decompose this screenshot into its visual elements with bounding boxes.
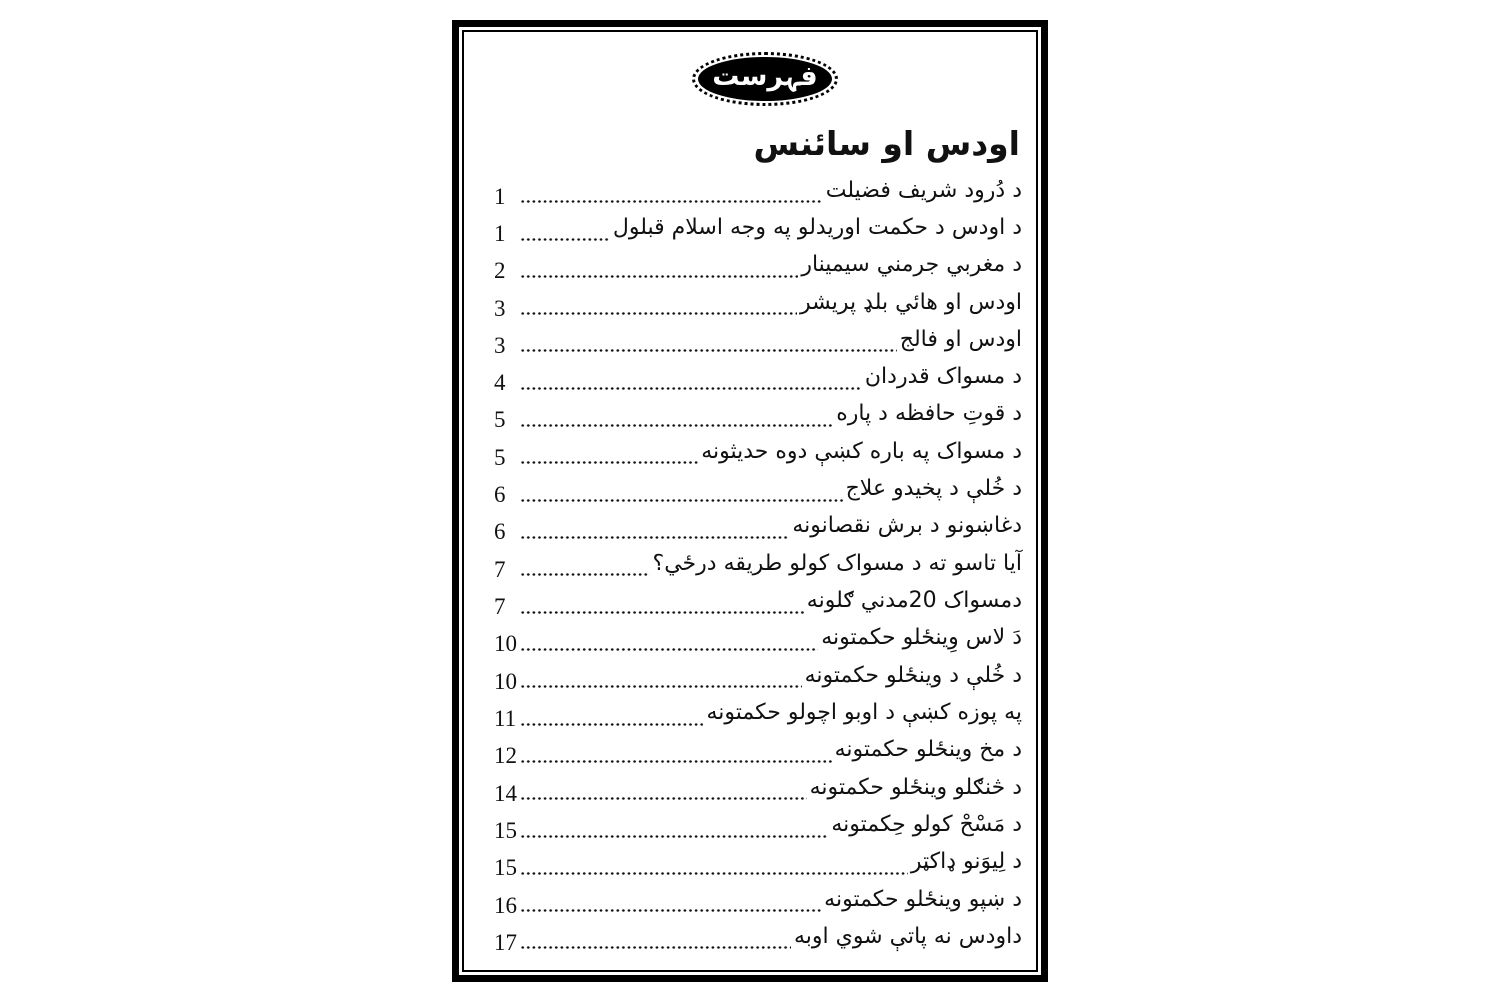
toc-entry-title: د ښپو وينځلو حکمتونه: [824, 886, 1022, 912]
toc-entry-title: د خُلې د وينځلو حکمتونه: [804, 662, 1022, 688]
toc-entry-title: دَ لاس وِينځلو حکمتونه: [821, 625, 1022, 651]
toc-entry-title: د مغربي جرمني سیمینار: [801, 252, 1022, 278]
dotted-leader: [521, 871, 908, 875]
toc-row: [494, 847, 1022, 883]
toc-entry-page-number: 1: [494, 220, 506, 246]
dotted-leader: [521, 647, 818, 651]
toc-row: [494, 474, 1022, 510]
toc-row: [494, 810, 1022, 846]
toc-entry-page-number: 12: [494, 743, 517, 769]
dotted-leader: [521, 312, 797, 316]
dotted-leader: [521, 946, 791, 950]
dotted-leader: [521, 423, 833, 427]
toc-row: [494, 437, 1022, 473]
toc-row: [494, 176, 1022, 212]
toc-entry-title: د دُرود شریف فضیلت: [825, 177, 1022, 203]
toc-row: [494, 325, 1022, 361]
toc-row: [494, 773, 1022, 809]
toc-row: [494, 549, 1022, 585]
toc-entry-page-number: 11: [494, 705, 517, 731]
toc-row: [494, 661, 1022, 697]
toc-entry-page-number: 16: [494, 892, 517, 918]
dotted-leader: [521, 909, 821, 913]
page-inner-frame: [462, 30, 1038, 972]
toc-entry-page-number: 1: [494, 183, 506, 209]
toc-entry-page-number: 3: [494, 295, 506, 321]
toc-entry-page-number: 6: [494, 482, 506, 508]
toc-row: [494, 362, 1022, 398]
toc-entry-title: اودس او فالج: [899, 326, 1022, 352]
toc-entry-page-number: 15: [494, 855, 517, 881]
dotted-leader: [521, 498, 843, 502]
book-title: اودس او سائنس: [753, 124, 1020, 163]
dotted-leader: [521, 759, 832, 763]
toc-entry-title: اودس او هائي بلډ پریشر: [800, 289, 1022, 315]
toc-entry-page-number: 6: [494, 519, 506, 545]
dotted-leader: [521, 573, 650, 577]
toc-row: [494, 698, 1022, 734]
toc-entry-title: د مسواک قدردان: [864, 364, 1022, 390]
dotted-leader: [521, 797, 807, 801]
toc-entry-title: د مخ وينځلو حکمتونه: [834, 737, 1022, 763]
toc-entry-page-number: 3: [494, 332, 506, 358]
toc-entry-title: د مَسْحْ کولو حِکمتونه: [831, 811, 1022, 837]
toc-list: [494, 176, 1022, 958]
toc-entry-title: د خُلې د پخیدو علاج: [845, 476, 1022, 502]
toc-entry-page-number: 14: [494, 780, 517, 806]
toc-entry-page-number: 5: [494, 444, 506, 470]
contents-badge: [692, 52, 838, 106]
toc-entry-page-number: 10: [494, 668, 517, 694]
toc-row: [494, 885, 1022, 921]
toc-entry-page-number: 15: [494, 817, 517, 843]
toc-entry-title: آیا تاسو ته د مسواک کولو طریقه درځي؟: [652, 550, 1022, 576]
dotted-leader: [521, 386, 862, 390]
toc-entry-title: دمسواک 20مدني ګلونه: [806, 588, 1022, 614]
toc-row: [494, 735, 1022, 771]
dotted-leader: [521, 200, 823, 204]
toc-entry-page-number: 17: [494, 929, 517, 955]
contents-badge-fill: [698, 57, 832, 101]
toc-row: [494, 213, 1022, 249]
dotted-leader: [521, 722, 703, 726]
toc-entry-page-number: 7: [494, 594, 506, 620]
toc-entry-title: د اودس د حکمت اوریدلو په وجه اسلام قبلول: [612, 214, 1022, 240]
dotted-leader: [521, 274, 798, 278]
dotted-leader: [521, 610, 804, 614]
toc-row: [494, 511, 1022, 547]
toc-row: [494, 623, 1022, 659]
dotted-leader: [521, 349, 897, 353]
toc-entry-page-number: 7: [494, 556, 506, 582]
toc-row: [494, 586, 1022, 622]
toc-entry-page-number: 2: [494, 258, 506, 284]
toc-entry-title: داودس نه پاتې شوي اوبه: [793, 923, 1022, 949]
toc-entry-title: دغاښونو د برش نقصانونه: [792, 513, 1022, 539]
dotted-leader: [521, 834, 828, 838]
toc-entry-title: د مسواک په باره کښې دوه حدیثونه: [701, 438, 1022, 464]
toc-row: [494, 399, 1022, 435]
toc-entry-title: د څنګلو وينځلو حکمتونه: [809, 774, 1022, 800]
dotted-leader: [521, 237, 610, 241]
toc-row: [494, 288, 1022, 324]
dotted-leader: [521, 461, 698, 465]
toc-page: [452, 20, 1048, 982]
toc-row: [494, 922, 1022, 958]
toc-row: [494, 250, 1022, 286]
toc-entry-page-number: 4: [494, 370, 506, 396]
toc-entry-title: د قوتِ حافظه د پاره: [836, 401, 1022, 427]
dotted-leader: [521, 685, 802, 689]
toc-entry-title: د لِیوَنو ډاکټر: [910, 849, 1022, 875]
toc-entry-page-number: 10: [494, 631, 517, 657]
contents-badge-label: فہرست: [712, 60, 818, 92]
dotted-leader: [521, 535, 789, 539]
toc-entry-title: په پوزه کښې د اوبو اچولو حکمتونه: [706, 699, 1022, 725]
toc-entry-page-number: 5: [494, 407, 506, 433]
